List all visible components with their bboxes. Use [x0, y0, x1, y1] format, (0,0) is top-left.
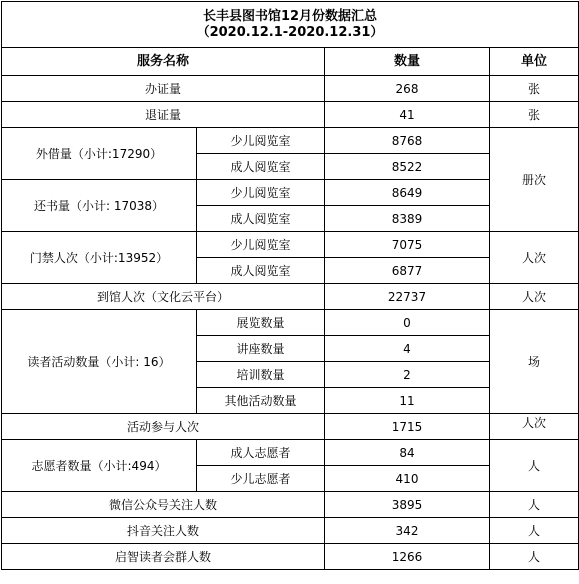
other-activity-label: 其他活动数量 [197, 388, 325, 414]
gate-adults-label: 成人阅览室 [197, 258, 325, 284]
header-count: 数量 [325, 48, 490, 76]
visits-value: 22737 [325, 284, 490, 310]
volunteers-adults-value: 84 [325, 440, 490, 466]
volunteers-children-label: 少儿志愿者 [197, 466, 325, 492]
table-row [2, 128, 579, 154]
returns-adults-label: 成人阅览室 [197, 206, 325, 232]
header-service: 服务名称 [2, 48, 325, 76]
wechat-value: 3895 [325, 492, 490, 518]
gate-adults-value: 6877 [325, 258, 490, 284]
data-summary-sheet [1, 1, 578, 582]
wechat-label: 微信公众号关注人数 [2, 492, 325, 518]
card-return-value: 41 [325, 102, 490, 128]
card-return-unit: 张 [490, 102, 579, 128]
table-row [2, 518, 579, 544]
table-row [2, 232, 579, 258]
table-row [2, 102, 579, 128]
activities-label: 读者活动数量（小计: 16） [2, 310, 197, 414]
gate-label: 门禁人次（小计:13952） [2, 232, 197, 284]
card-return-label: 退证量 [2, 102, 325, 128]
qizhi-unit: 人 [490, 544, 579, 570]
table-row [2, 76, 579, 102]
volunteers-adults-label: 成人志愿者 [197, 440, 325, 466]
exhibition-label: 展览数量 [197, 310, 325, 336]
exhibition-value: 0 [325, 310, 490, 336]
lending-children-label: 少儿阅览室 [197, 128, 325, 154]
visits-unit: 人次 [490, 284, 579, 310]
visits-label: 到馆人次（文化云平台） [2, 284, 325, 310]
training-label: 培训数量 [197, 362, 325, 388]
lecture-value: 4 [325, 336, 490, 362]
books-unit: 册次 [490, 128, 579, 232]
training-value: 2 [325, 362, 490, 388]
douyin-label: 抖音关注人数 [2, 518, 325, 544]
table-row [2, 284, 579, 310]
card-issue-value: 268 [325, 76, 490, 102]
lending-adults-value: 8522 [325, 154, 490, 180]
gate-children-value: 7075 [325, 232, 490, 258]
volunteers-label: 志愿者数量（小计:494） [2, 440, 197, 492]
table-row [2, 440, 579, 466]
gate-unit: 人次 [490, 232, 579, 284]
lending-children-value: 8768 [325, 128, 490, 154]
title-line-1: 长丰县图书馆12月份数据汇总 [202, 8, 378, 24]
activities-unit: 场 [490, 310, 579, 414]
lecture-label: 讲座数量 [197, 336, 325, 362]
participants-label: 活动参与人次 [2, 414, 325, 440]
returns-children-value: 8649 [325, 180, 490, 206]
qizhi-label: 启智读者会群人数 [2, 544, 325, 570]
header-unit: 单位 [490, 48, 579, 76]
douyin-unit: 人 [490, 518, 579, 544]
returns-adults-value: 8389 [325, 206, 490, 232]
table-row [2, 310, 579, 336]
douyin-value: 342 [325, 518, 490, 544]
returns-label: 还书量（小计: 17038） [2, 180, 197, 232]
title-line-2: （2020.12.1-2020.12.31） [196, 24, 384, 40]
returns-children-label: 少儿阅览室 [197, 180, 325, 206]
volunteers-children-value: 410 [325, 466, 490, 492]
table-row [2, 414, 579, 440]
card-issue-label: 办证量 [2, 76, 325, 102]
wechat-unit: 人 [490, 492, 579, 518]
table-row [2, 544, 579, 570]
table-row [2, 492, 579, 518]
lending-label: 外借量（小计:17290） [2, 128, 197, 180]
participants-value: 1715 [325, 414, 490, 440]
gate-children-label: 少儿阅览室 [197, 232, 325, 258]
other-activity-value: 11 [325, 388, 490, 414]
card-issue-unit: 张 [490, 76, 579, 102]
volunteers-unit: 人 [490, 440, 579, 492]
participants-unit: 人次 [490, 414, 579, 440]
lending-adults-label: 成人阅览室 [197, 154, 325, 180]
summary-table [1, 1, 579, 570]
qizhi-value: 1266 [325, 544, 490, 570]
table-title [2, 2, 579, 48]
